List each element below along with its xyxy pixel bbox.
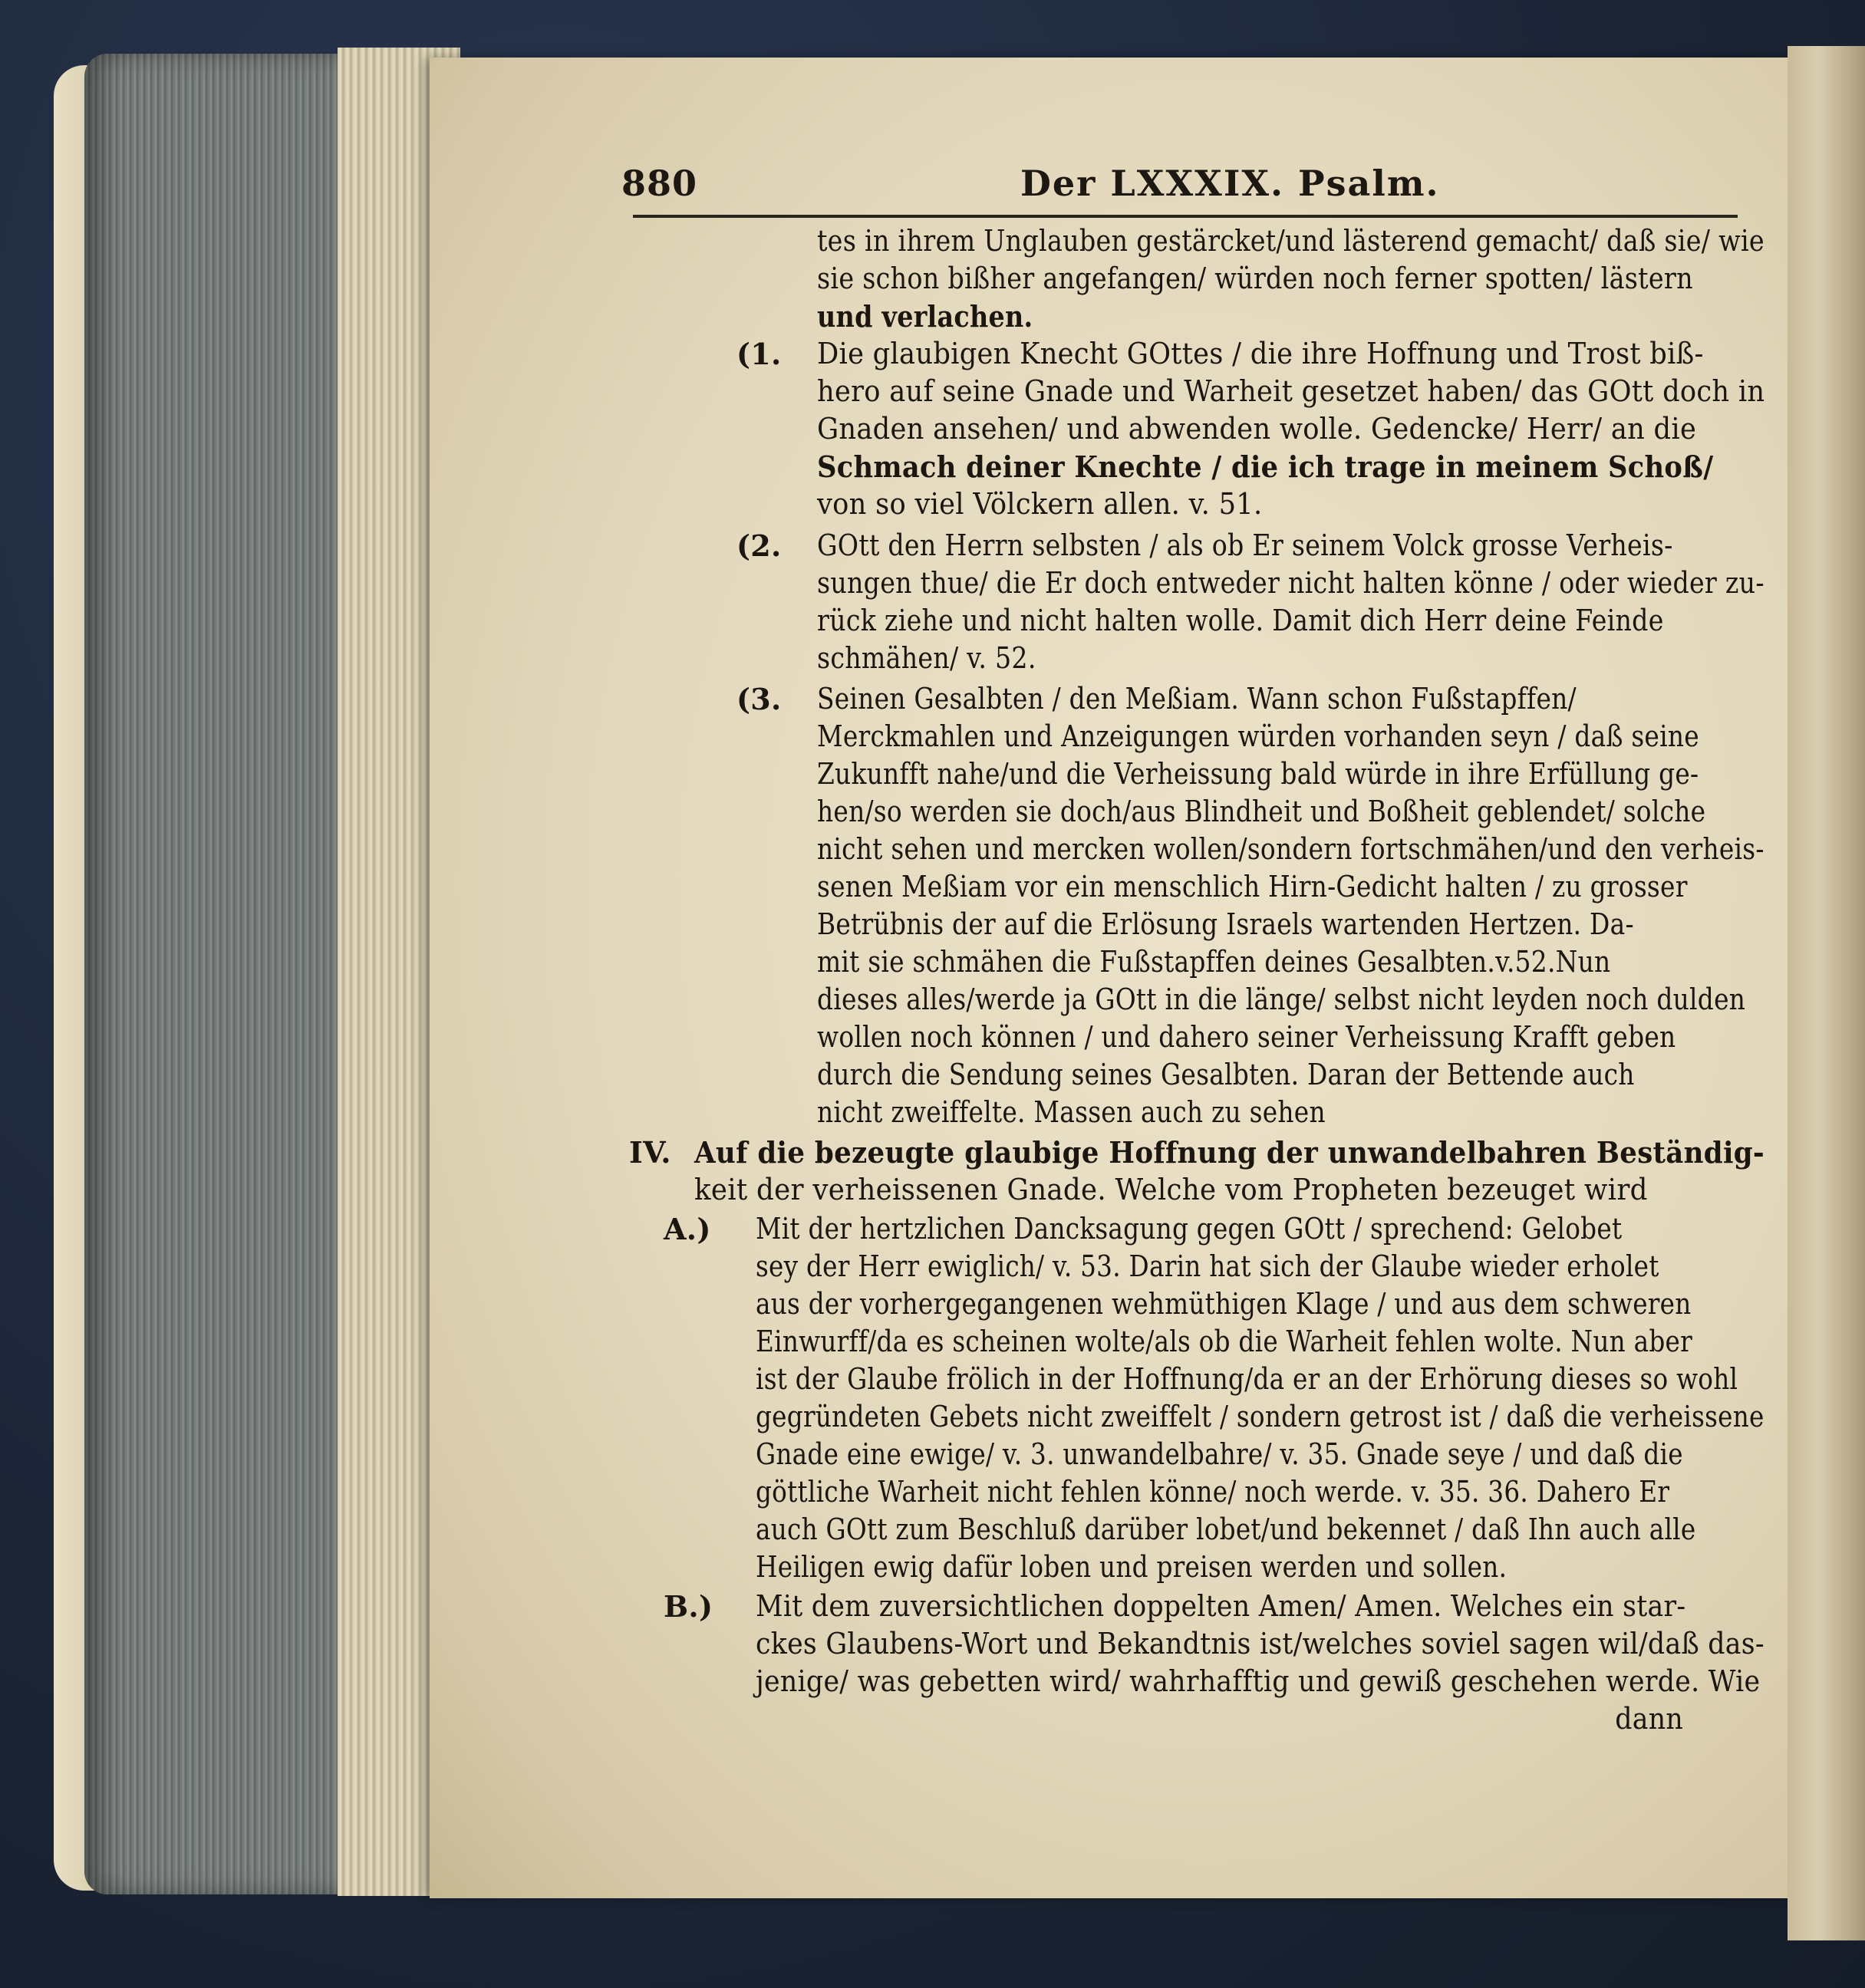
- item-marker: (3.: [736, 682, 782, 716]
- text-line: tes in ihrem Unglauben gestärcket/und lästerend gemacht/ daß sie/ wie: [817, 224, 1765, 258]
- section-4: [694, 1134, 1765, 1209]
- text-line: Zukunfft nahe/und die Verheissung bald würde in ihre Erfüllung ge-: [817, 757, 1699, 791]
- item-marker: A.): [664, 1212, 711, 1246]
- text-line: Gnade eine ewige/ v. 3. unwandelbahre/ v. 35. Gnade seye / und daß die: [756, 1437, 1683, 1471]
- text-line: wollen noch können / und dahero seiner Verheissung Krafft geben: [817, 1020, 1676, 1054]
- text-line: Die glaubigen Knecht GOttes / die ihre Hoffnung und Trost biß-: [817, 337, 1704, 370]
- page-number: 880: [621, 163, 698, 204]
- text-line: göttliche Warheit nicht fehlen könne/ noch werde. v. 35. 36. Dahero Er: [756, 1475, 1670, 1509]
- text-line: Merckmahlen und Anzeigungen würden vorhanden seyn / daß seine: [817, 719, 1699, 753]
- text-line: senen Meßiam vor ein menschlich Hirn-Gedicht halten / zu grosser: [817, 870, 1688, 903]
- point-3: [817, 680, 1765, 1131]
- point-a: [756, 1210, 1765, 1586]
- point-b: [756, 1588, 1765, 1738]
- text-line: sungen thue/ die Er doch entweder nicht halten könne / oder wieder zu-: [817, 566, 1765, 600]
- text-line: GOtt den Herrn selbsten / als ob Er seinem Volck grosse Verheis-: [817, 528, 1673, 562]
- text-line: Heiligen ewig dafür loben und preisen werden und sollen.: [756, 1550, 1507, 1584]
- text-line: sey der Herr ewiglich/ v. 53. Darin hat sich der Glaube wieder erholet: [756, 1249, 1659, 1283]
- text-line: ist der Glaube frölich in der Hoffnung/da er an der Erhörung dieses so wohl: [756, 1362, 1738, 1396]
- text-line: Betrübnis der auf die Erlösung Israels wartenden Hertzen. Da-: [817, 907, 1634, 941]
- text-line: rück ziehe und nicht halten wolle. Damit dich Herr deine Feinde: [817, 604, 1664, 637]
- text-line: Mit dem zuversichtlichen doppelten Amen/ Amen. Welches ein star-: [756, 1589, 1686, 1623]
- section-marker: IV.: [629, 1135, 671, 1170]
- text-line: Auf die bezeugte glaubige Hoffnung der unwandelbahren Beständig-: [694, 1135, 1765, 1170]
- text-line: sie schon bißher angefangen/ würden noch ferner spotten/ lästern: [817, 262, 1693, 295]
- text-line: Mit der hertzlichen Dancksagung gegen GOtt / sprechend: Gelobet: [756, 1212, 1623, 1246]
- header-rule: [633, 215, 1738, 218]
- text-line: Gnaden ansehen/ und abwenden wolle. Gedencke/ Herr/ an die: [817, 412, 1697, 446]
- text-line: und verlachen.: [817, 299, 1033, 334]
- text-line: nicht sehen und mercken wollen/sondern fortschmähen/und den verheis-: [817, 832, 1765, 866]
- text-line: durch die Sendung seines Gesalbten. Daran der Bettende auch: [817, 1058, 1635, 1091]
- item-marker: B.): [664, 1589, 713, 1624]
- text-line: Schmach deiner Knechte / die ich trage in meinem Schoß/: [817, 449, 1714, 484]
- page-header: [621, 160, 1765, 213]
- text-line: dieses alles/werde ja GOtt in die länge/ selbst nicht leyden noch dulden: [817, 982, 1746, 1016]
- text-line: von so viel Völckern allen. v. 51.: [817, 487, 1263, 521]
- text-line: gegründeten Gebets nicht zweiffelt / sondern getrost ist / daß die verheissene: [756, 1400, 1765, 1433]
- text-line: ckes Glaubens-Wort und Bekandtnis ist/welches soviel sagen wil/daß das-: [756, 1627, 1765, 1661]
- running-title: Der LXXXIX. Psalm.: [1020, 163, 1440, 204]
- text-line: keit der verheissenen Gnade. Welche vom Propheten bezeuget wird: [694, 1173, 1648, 1206]
- text-line: hen/so werden sie doch/aus Blindheit und Boßheit geblendet/ solche: [817, 795, 1706, 828]
- catchword: dann: [1615, 1702, 1684, 1736]
- gutter-right: [1788, 46, 1865, 1940]
- point-1: [817, 335, 1765, 523]
- text-line: auch GOtt zum Beschluß darüber lobet/und bekennet / daß Ihn auch alle: [756, 1512, 1696, 1546]
- item-marker: (1.: [736, 337, 782, 371]
- text-line: schmähen/ v. 52.: [817, 641, 1036, 675]
- text-line: mit sie schmähen die Fußstapffen deines Gesalbten.v.52.Nun: [817, 945, 1611, 979]
- intro-paragraph: [817, 222, 1765, 335]
- text-line: Seinen Gesalbten / den Meßiam. Wann schon Fußstapffen/: [817, 682, 1577, 716]
- text-line: Einwurff/da es scheinen wolte/als ob die Warheit fehlen wolte. Nun aber: [756, 1325, 1693, 1358]
- item-marker: (2.: [736, 528, 782, 563]
- point-2: [817, 527, 1765, 677]
- text-line: nicht zweiffelte. Massen auch zu sehen: [817, 1095, 1326, 1129]
- text-line: aus der vorhergegangenen wehmüthigen Klage / und aus dem schweren: [756, 1287, 1692, 1321]
- text-line: hero auf seine Gnade und Warheit gesetzet haben/ das GOtt doch in: [817, 374, 1765, 408]
- text-line: jenige/ was gebetten wird/ wahrhafftig und gewiß geschehen werde. Wie: [756, 1664, 1761, 1698]
